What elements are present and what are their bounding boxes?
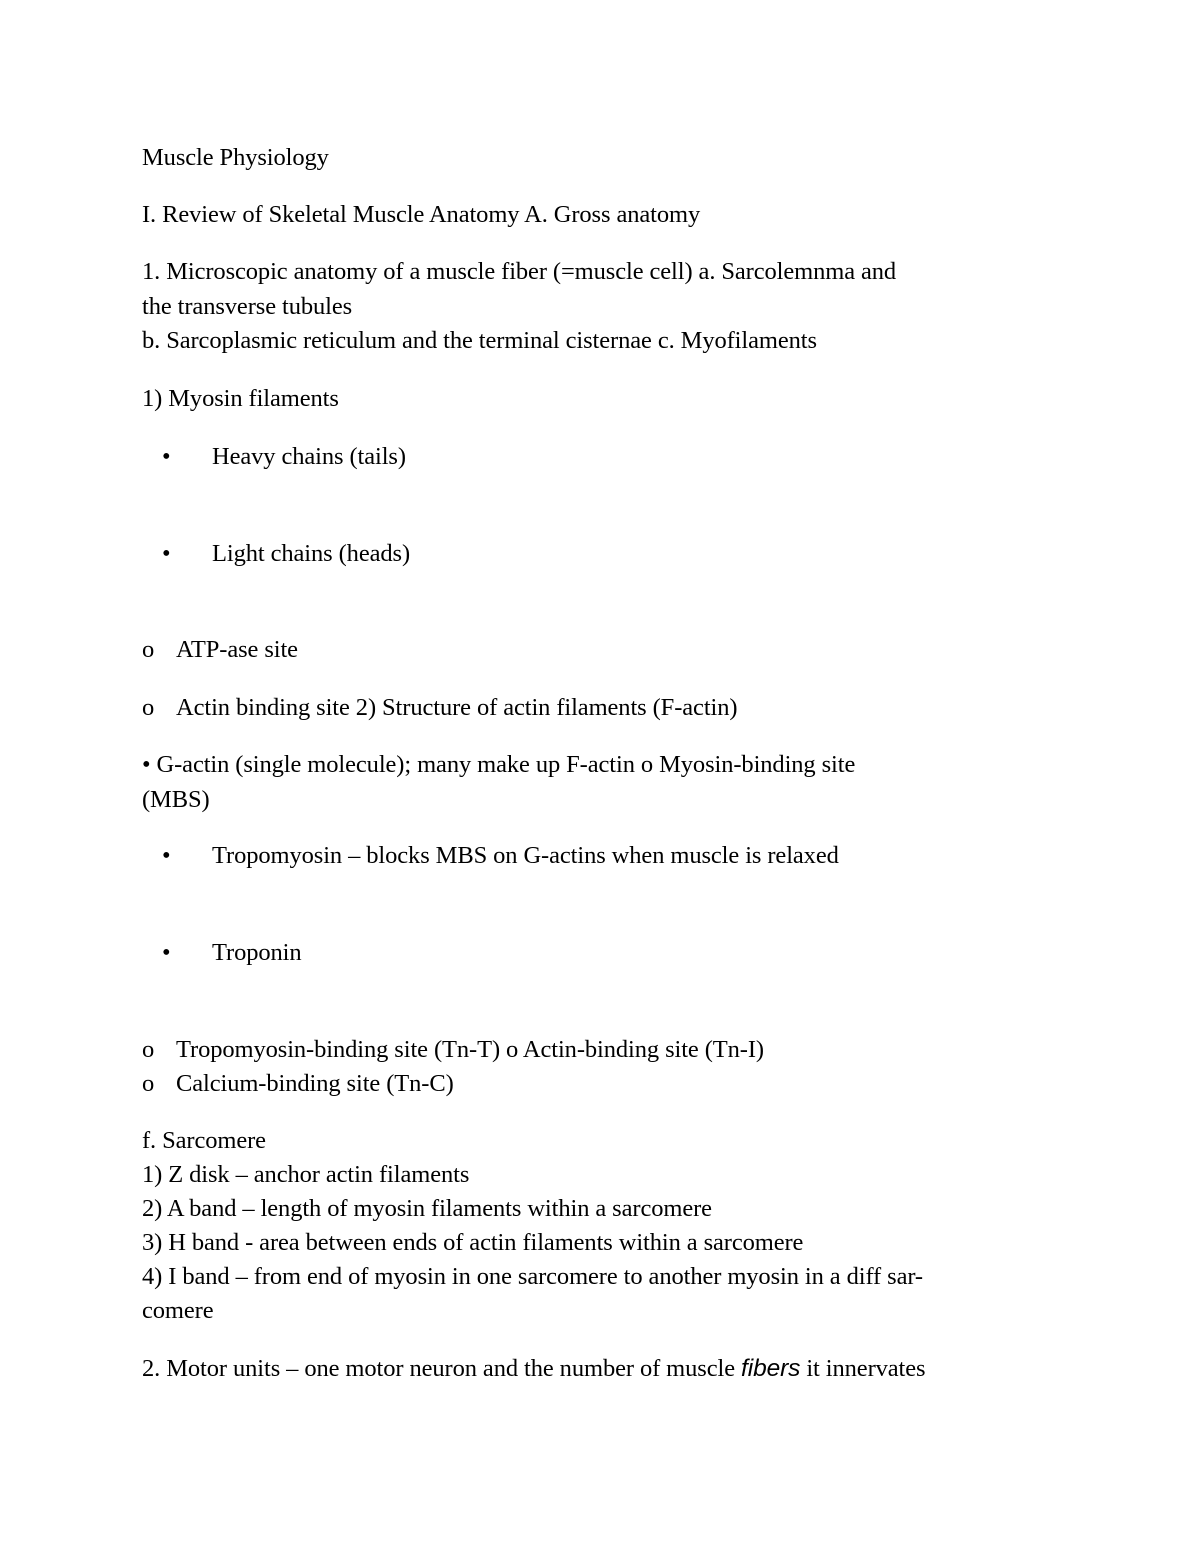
outline-item-sarcomere: f. Sarcomere: [142, 1127, 266, 1154]
list-item-g-actin: • G-actin (single molecule); many make up F-actin o Myosin-binding site: [142, 751, 856, 778]
circle-bullet-icon: o: [640, 751, 654, 778]
bullet-icon: •: [162, 939, 171, 966]
list-item-tropomyosin-binding: Tropomyosin-binding site (Tn-T) o Actin-binding site (Tn-I): [176, 1036, 764, 1063]
list-item-g-actin-cont: (MBS): [142, 786, 210, 813]
outline-item-microscopic: 1. Microscopic anatomy of a muscle fiber (=muscle cell) a. Sarcolemnma and: [142, 258, 897, 285]
outline-item-sarcoplasmic: b. Sarcoplasmic reticulum and the terminal cisternae c. Myofilaments: [142, 327, 817, 354]
bullet-icon: •: [142, 751, 151, 778]
bullet-icon: •: [162, 540, 171, 567]
circle-bullet-icon: o: [142, 694, 155, 721]
outline-item-myosin: 1) Myosin filaments: [142, 385, 339, 412]
outline-item-i-band: 4) I band – from end of myosin in one sarcomere to another myosin in a diff sar-: [142, 1263, 923, 1290]
list-item-atpase: ATP-ase site: [176, 636, 298, 663]
outline-item-microscopic-cont: the transverse tubules: [142, 293, 353, 320]
circle-bullet-icon: o: [142, 1070, 155, 1097]
outline-item-i-band-cont: comere: [142, 1297, 214, 1324]
list-item-heavy-chains: Heavy chains (tails): [212, 443, 406, 470]
bullet-icon: •: [162, 443, 171, 470]
emphasis-fibers: fibers: [741, 1355, 801, 1382]
list-item-troponin: Troponin: [212, 939, 302, 966]
document-title: Muscle Physiology: [142, 144, 329, 171]
list-item-calcium-binding: Calcium-binding site (Tn-C): [176, 1070, 454, 1097]
circle-bullet-icon: o: [142, 636, 155, 663]
outline-item-z-disk: 1) Z disk – anchor actin filaments: [142, 1161, 470, 1188]
outline-item-motor-units: 2. Motor units – one motor neuron and the number of muscle fibers it innervates: [142, 1355, 926, 1382]
list-item-actin-binding: Actin binding site 2) Structure of actin filaments (F-actin): [176, 694, 738, 721]
outline-item-h-band: 3) H band - area between ends of actin filaments within a sarcomere: [142, 1229, 804, 1256]
circle-bullet-icon: o: [142, 1036, 155, 1063]
outline-item-a-band: 2) A band – length of myosin filaments within a sarcomere: [142, 1195, 712, 1222]
outline-heading-1: I. Review of Skeletal Muscle Anatomy A. Gross anatomy: [142, 201, 701, 228]
circle-bullet-icon: o: [506, 1036, 519, 1063]
bullet-icon: •: [162, 842, 171, 869]
list-item-light-chains: Light chains (heads): [212, 540, 411, 567]
list-item-tropomyosin: Tropomyosin – blocks MBS on G-actins when muscle is relaxed: [212, 842, 839, 869]
